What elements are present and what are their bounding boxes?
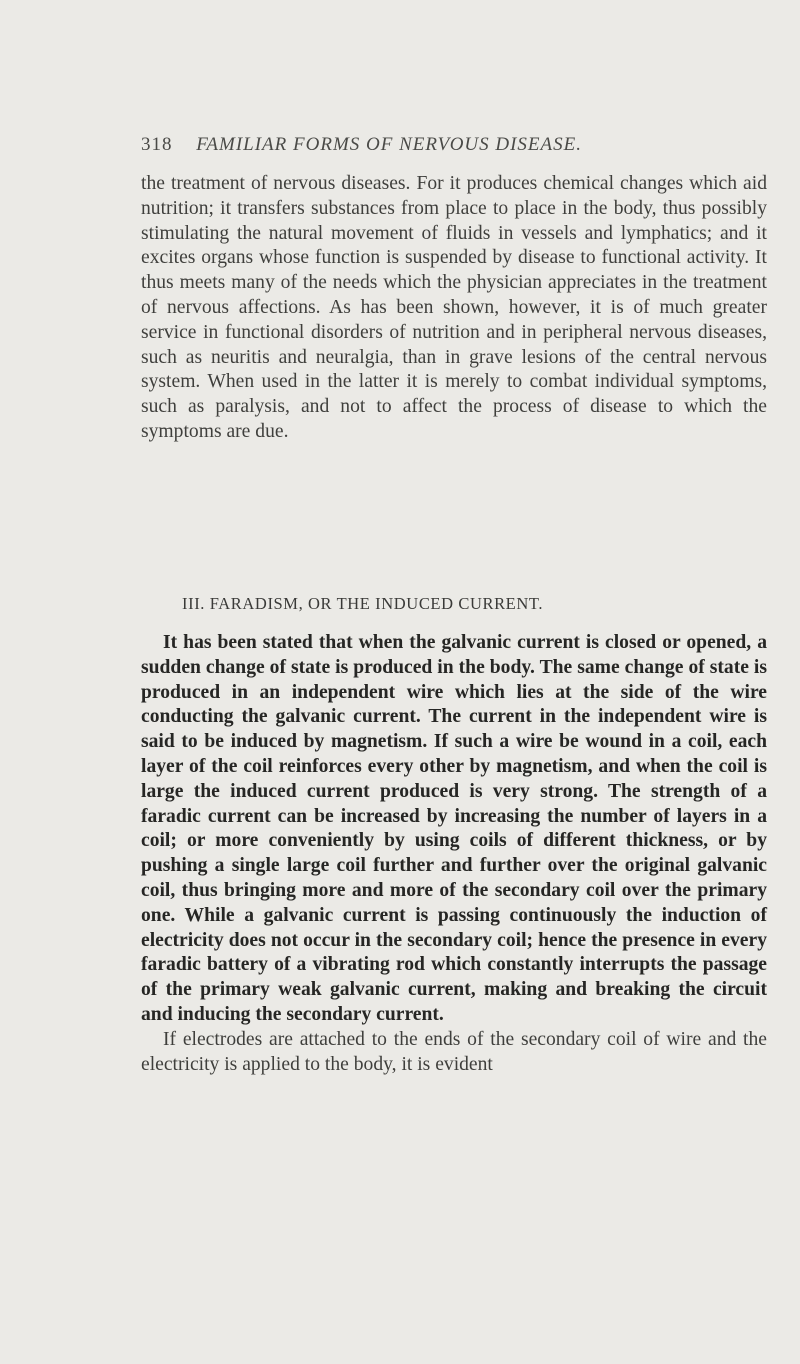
page-number: 318 [141, 134, 173, 155]
section-heading: III. FARADISM, OR THE INDUCED CURRENT. [182, 594, 544, 613]
continuation-text [141, 172, 767, 445]
section-body [141, 631, 767, 1077]
running-head [141, 134, 781, 156]
section-paragraph-1: It has been stated that when the galvanic current is closed or opened, a sudden change of state is produced in the body. The same change of state is produced in an independent wire which lies at the side of the wire conducting the galvanic current. The current in the independent wire is said to be induced by magnetism. If such a wire be wound in a coil, each layer of the coil reinforces every other by magnetism, and when the coil is large the induced current produced is very strong. The strength of a faradic current can be increased by increasing the number of layers in a coil; or more conveniently by using coils of different thickness, or by pushing a single large coil further and further over the original galvanic coil, thus bringing more and more of the secondary coil over the primary one. While a galvanic current is passing continuously the induction of electricity does not occur in the secondary coil; hence the presence in every faradic battery of a vibrating rod which constantly interrupts the passage of the primary weak galvanic current, making and breaking the circuit and inducing the secondary current. [141, 632, 767, 1025]
continuation-paragraph: the treatment of nervous diseases. For it produces chemical changes which aid nutrition; it transfers substances from place to place in the body, thus possibly stimulating the natural movement of fluids in vessels and lymphatics; and it excites organs whose function is suspended by disease to functional activity. It thus meets many of the needs which the physician appreciates in the treatment of nervous affections. As has been shown, however, it is of much greater service in functional disorders of nutrition and in peripheral nervous diseases, such as neuritis and neuralgia, than in grave lesions of the central nervous system. When used in the latter it is merely to combat individual symptoms, such as paralysis, and not to affect the process of disease to which the symptoms are due. [141, 173, 767, 442]
running-title: FAMILIAR FORMS OF NERVOUS DISEASE. [196, 134, 583, 155]
section-paragraph-2: If electrodes are attached to the ends of the secondary coil of wire and the electricity is applied to the body, it is evident [141, 1028, 767, 1075]
